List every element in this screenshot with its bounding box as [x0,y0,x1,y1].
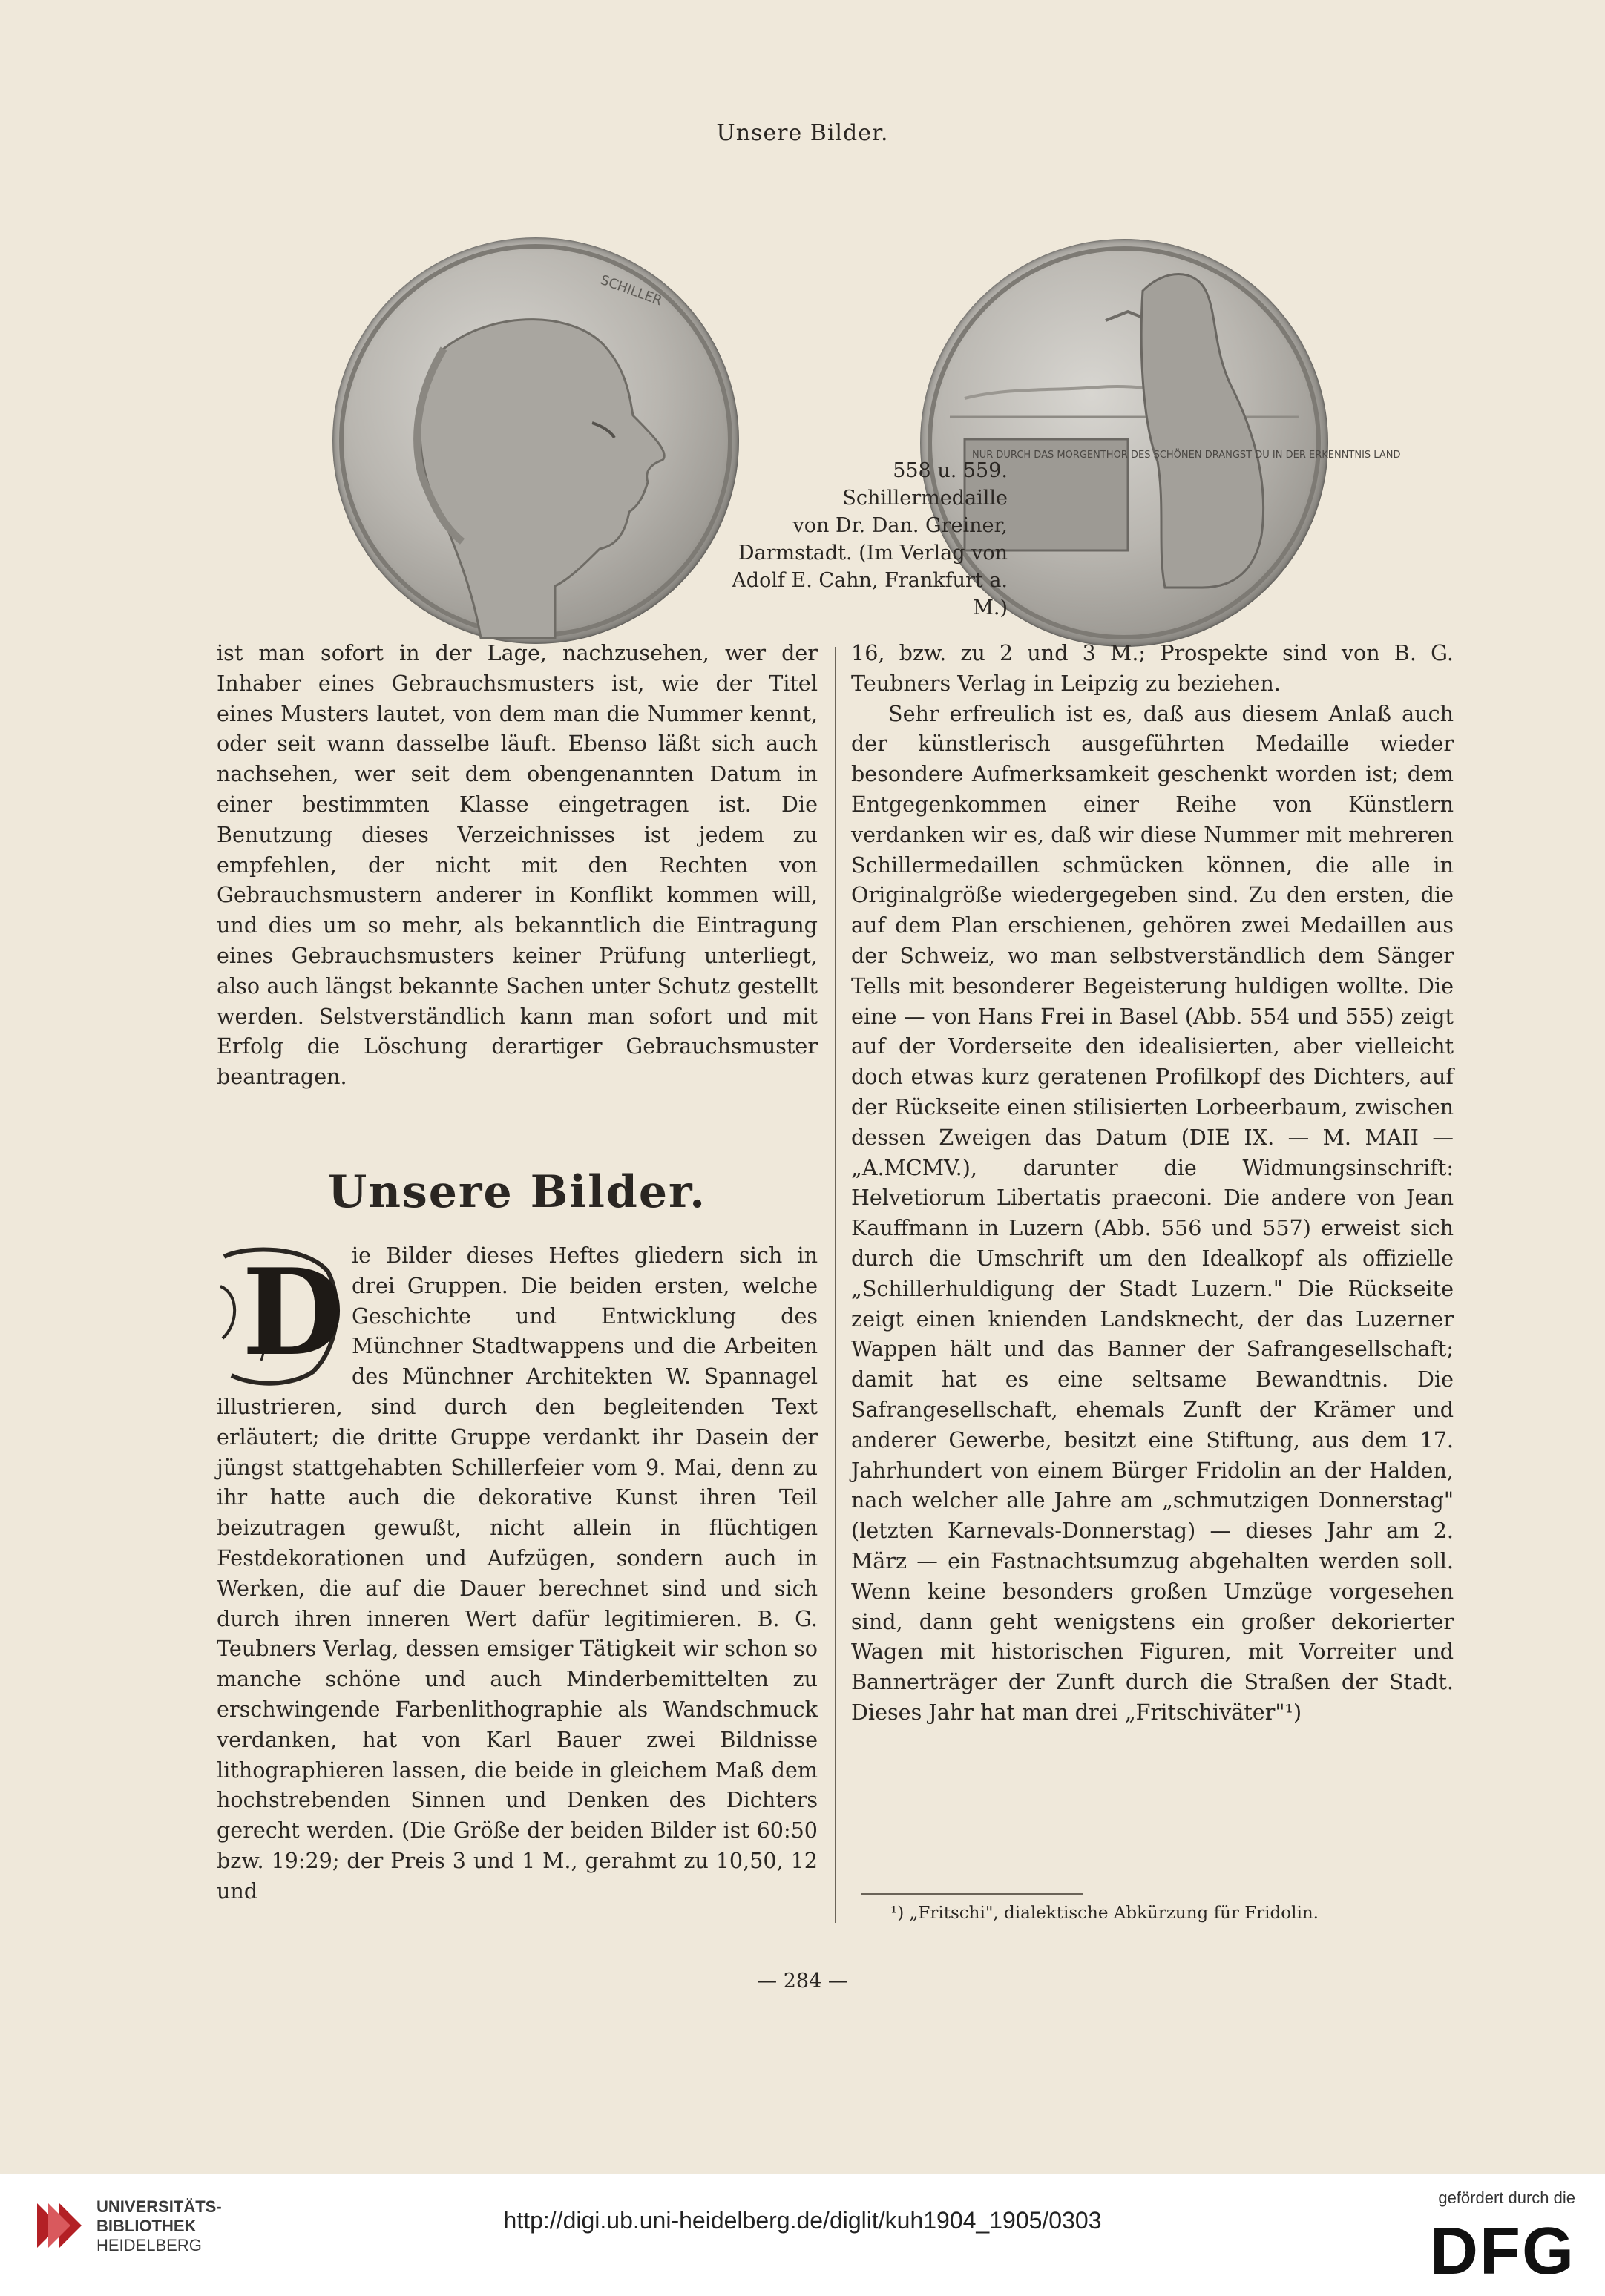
footnote-divider [861,1893,1083,1895]
source-url[interactable]: http://digi.ub.uni-heidelberg.de/diglit/kuh1904_1905/0303 [503,2207,1102,2234]
uni-line: UNIVERSITÄTS- [96,2197,222,2216]
medal-right-inscription: NUR DURCH DAS MORGENTHOR DES SCHÖNEN DRANGST DU IN DER ERKENNTNIS LAND [972,450,1401,461]
page-number: — 284 — [757,1970,848,1993]
left-column-lower [217,1240,818,1907]
schiller-profile-icon [332,237,739,644]
dfg-logo: DFG [1430,2214,1575,2289]
uni-line: HEIDELBERG [96,2236,202,2254]
decorative-initial [217,1242,345,1390]
sponsor-text: gefördert durch die [1438,2188,1575,2207]
paragraph: Sehr erfreulich ist es, daß aus diesem Anlaß auch der künstlerisch ausgeführten Medaille wieder besondere Aufmerksamkeit geschenkt worden ist; dem Entgegenkommen einer Reihe von Künstlern verdanken wir es, daß wir diese Nummer mit mehreren Schillermedaillen schmücken können, die alle in Originalgröße wiedergegeben sind. Zu den ersten, die auf dem Plan erschienen, gehören zwei Medaillen aus der Schweiz, wo man selbstverständlich dem Sänger Tells mit besonderer Begeisterung huldigen wollte. Die eine — von Hans Frei in Basel (Abb. 554 und 555) zeigt auf der Vorderseite den idealisierten, aber vielleicht doch etwas kurz geratenen Profilkopf des Dichters, auf der Rückseite einen stilisierten Lorbeerbaum, zwischen dessen Zweigen das Datum (DIE IX. — M. MAII — „A.MCMV.), darunter die Widmungsinschrift: Helvetiorum Libertatis praeconi. Die andere von Jean Kauffmann in Luzern (Abb. 556 und 557) erweist sich durch die Umschrift um den Idealkopf als offizielle „Schillerhuldigung der Stadt Luzern." Die Rückseite zeigt einen knienden Landsknecht, der das Luzerner Wappen hält und das Banner der Safrangesellschaft; damit hat es eine seltsame Bewandtnis. Die Safrangesellschaft, ehemals Zunft der Krämer und anderer Gewerbe, besitzt eine Stiftung, aus dem 17. Jahrhundert von einem Bürger Fridolin an der Halden, nach welcher alle Jahre am „schmutzigen Donnerstag" (letzten Karnevals-Donnerstag) — dieses Jahr am 2. März — ein Fastnachtsumzug abgehalten werden soll. Wenn keine besonders großen Umzüge vorgesehen sind, dann geht wenigstens ein großer dekorierter Wagen mit historischen Figuren, mit Vorreiter und Bannerträger der Zunft durch die Straßen der Stadt. Dieses Jahr hat man drei „Fritschiväter"¹) [851,700,1454,1725]
figure-caption [696,457,1008,622]
initial-letter: D [242,1243,345,1382]
section-heading: Unsere Bilder. [328,1166,706,1218]
caption-line: Darmstadt. (Im Verlag von [738,542,1008,565]
footnote: ¹) „Fritschi", dialektische Abkürzung für Fridolin. [890,1904,1319,1923]
paragraph: ie Bilder dieses Heftes gliedern sich in drei Gruppen. Die beiden ersten, welche Geschichte und Entwicklung des Münchner Stadtwappens und die Arbeiten des Münchner Architekten W. Spannagel illustrieren, sind durch den begleitenden Text erläutert; die dritte Gruppe verdankt ihr Dasein der jüngst stattgehabten Schillerfeier vom 9. Mai, denn zu ihr hatte auch die dekorative Kunst ihren Teil beizutragen gewußt, nicht allein in flüchtigen Festdekorationen und Aufzügen, sondern auch in Werken, die auf die Dauer berechnet sind und sich durch ihren inneren Wert dafür legitimieren. B. G. Teubners Verlag, dessen emsiger Tätigkeit wir schon so manche schöne und auch Minderbemittelten zu erschwingende Farbenlithographie als Wandschmuck verdanken, hat von Karl Bauer zwei Bildnisse lithographieren lassen, die beide in gleichem Maß dem hochstrebenden Sinnen und Denken des Dichters gerecht werden. (Die Größe der beiden Bilder ist 60:50 bzw. 19:29; der Preis 3 und 1 M., gerahmt zu 10,50, 12 und [217,1243,818,1904]
running-head: Unsere Bilder. [716,120,889,146]
schiller-medal-obverse [332,237,739,644]
column-divider [835,647,836,1923]
caption-line: von Dr. Dan. Greiner, [792,514,1008,537]
paragraph: 16, bzw. zu 2 und 3 M.; Prospekte sind von B. G. Teubners Verlag in Leipzig zu beziehen. [851,640,1454,696]
right-column [851,638,1454,1728]
caption-number: 558 u. 559. [893,459,1008,482]
caption-title: Schillermedaille [842,487,1008,510]
uni-line: BIBLIOTHEK [96,2217,197,2235]
caption-line: Adolf E. Cahn, Frankfurt a. M.) [732,569,1008,619]
left-column-top [217,638,818,1092]
paragraph: ist man sofort in der Lage, nachzusehen, wer der Inhaber eines Gebrauchsmusters ist, wie der Titel eines Musters lautet, von dem man die Nummer kennt, oder seit wann dasselbe läuft. Ebenso läßt sich auch nachsehen, wer seit dem obengenannten Datum in einer bestimmten Klasse eingetragen ist. Die Benutzung dieses Verzeichnisses ist jedem zu empfehlen, der nicht mit den Rechten von Gebrauchsmustern anderer in Konflikt kommen will, und dies um so mehr, als bekanntlich die Eintragung eines Gebrauchsmusters keiner Prüfung unterliegt, also auch längst bekannte Sachen unter Schutz gestellt werden. Selstverständlich kann man sofort und mit Erfolg die Löschung derartiger Gebrauchsmuster beantragen. [217,640,818,1090]
footer-bar [0,2174,1605,2296]
medal-left-inscription: SCHILLER [598,272,665,309]
